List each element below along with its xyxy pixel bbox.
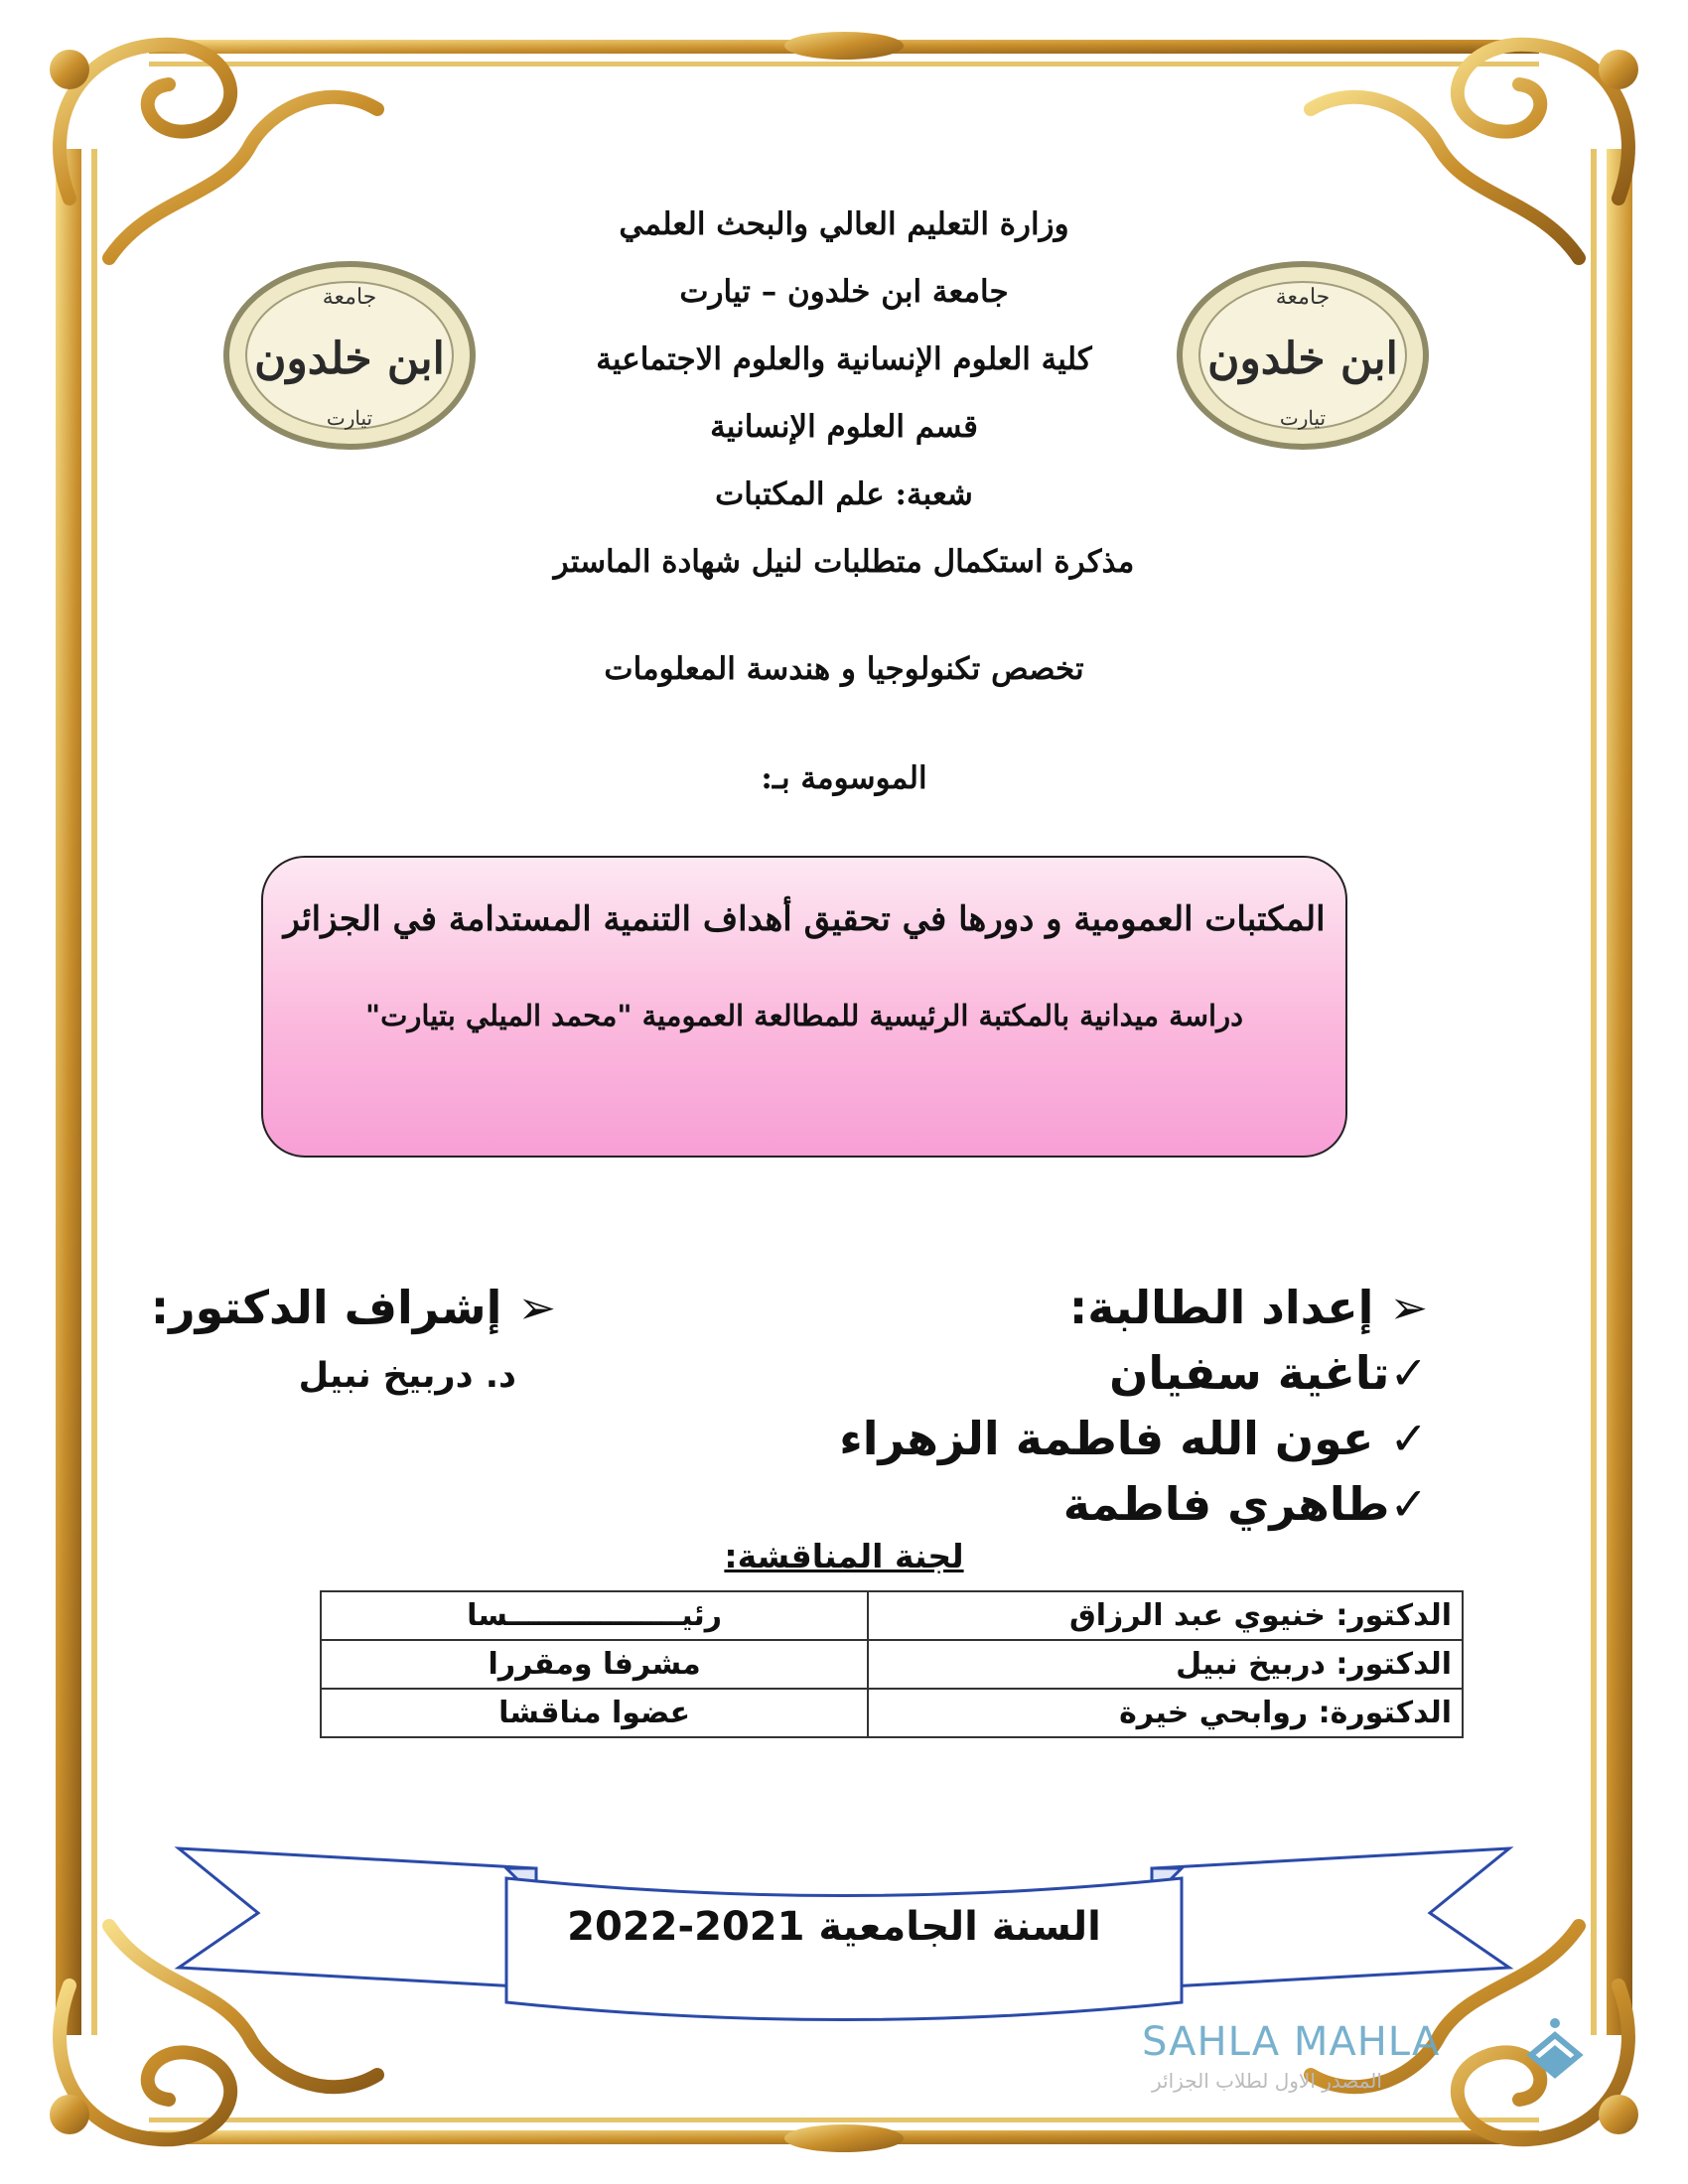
committee-member-name: الدكتور: دربيخ نبيل xyxy=(868,1640,1463,1689)
seal-bottom-text: تيارت xyxy=(1279,406,1327,430)
sahla-mahla-watermark xyxy=(1142,2019,1519,2109)
seal-top-text: جامعة xyxy=(322,285,377,310)
academic-year: السنة الجامعية 2021-2022 xyxy=(567,1904,1101,1950)
student-name-1: ✓تاغية سفيان xyxy=(1109,1346,1428,1400)
seal-main-text: ابن خلدون xyxy=(1207,334,1398,384)
watermark-brand: SAHLA MAHLA xyxy=(1142,2019,1441,2065)
memo-line: مذكرة استكمال متطلبات لنيل شهادة الماستر xyxy=(553,544,1135,580)
table-row xyxy=(321,1689,1463,1737)
thesis-title: المكتبات العمومية و دورها في تحقيق أهداف التنمية المستدامة في الجزائر xyxy=(283,899,1326,939)
checkmark-icon: ✓ xyxy=(1389,1346,1428,1400)
committee-member-role: مشرفا ومقررا xyxy=(321,1640,868,1689)
thesis-subtitle: دراسة ميدانية بالمكتبة الرئيسية للمطالعة العمومية "محمد الميلي بتيارت" xyxy=(364,999,1243,1032)
checkmark-icon: ✓ xyxy=(1373,1412,1428,1465)
specialty-line: تخصص تكنولوجيا و هندسة المعلومات xyxy=(604,651,1084,687)
department-line: قسم العلوم الإنسانية xyxy=(710,409,978,445)
university-line: جامعة ابن خلدون – تيارت xyxy=(679,274,1009,310)
seal-bottom-text: تيارت xyxy=(326,406,373,430)
committee-table xyxy=(320,1590,1464,1738)
table-row xyxy=(321,1591,1463,1640)
committee-member-name: الدكتورة: روابحي خيرة xyxy=(868,1689,1463,1737)
ministry-line: وزارة التعليم العالي والبحث العلمي xyxy=(619,206,1069,242)
titled-by-line: الموسومة بـ: xyxy=(761,760,927,796)
committee-member-role: رئيـــــــــــــــــسا xyxy=(321,1591,868,1640)
thesis-title-box xyxy=(261,856,1347,1158)
table-row xyxy=(321,1640,1463,1689)
student-name-3: ✓طاهري فاطمة xyxy=(1062,1477,1428,1531)
seal-main-text: ابن خلدون xyxy=(254,334,445,384)
checkmark-icon: ✓ xyxy=(1389,1477,1428,1531)
arrow-bullet-icon: ➢ xyxy=(501,1281,556,1334)
committee-member-name: الدكتور: خنيوي عبد الرزاق xyxy=(868,1591,1463,1640)
committee-title: لجنة المناقشة: xyxy=(724,1537,964,1575)
supervisor-heading: ➢ إشراف الدكتور: xyxy=(150,1281,556,1334)
committee-member-role: عضوا مناقشا xyxy=(321,1689,868,1737)
faculty-line: كلية العلوم الإنسانية والعلوم الاجتماعية xyxy=(596,341,1092,377)
supervisor-name: د. دربيخ نبيل xyxy=(298,1356,516,1396)
watermark-tagline: المصدر الاول لطلاب الجزائر xyxy=(1152,2069,1382,2093)
student-name-2: ✓ عون الله فاطمة الزهراء xyxy=(839,1412,1428,1465)
branch-line: شعبة: علم المكتبات xyxy=(715,477,973,512)
university-seal-left xyxy=(220,256,479,455)
students-heading: ➢ إعداد الطالبة: xyxy=(1068,1281,1428,1334)
watermark-logo-icon xyxy=(1523,2015,1587,2095)
seal-top-text: جامعة xyxy=(1275,285,1331,310)
arrow-bullet-icon: ➢ xyxy=(1373,1281,1428,1334)
